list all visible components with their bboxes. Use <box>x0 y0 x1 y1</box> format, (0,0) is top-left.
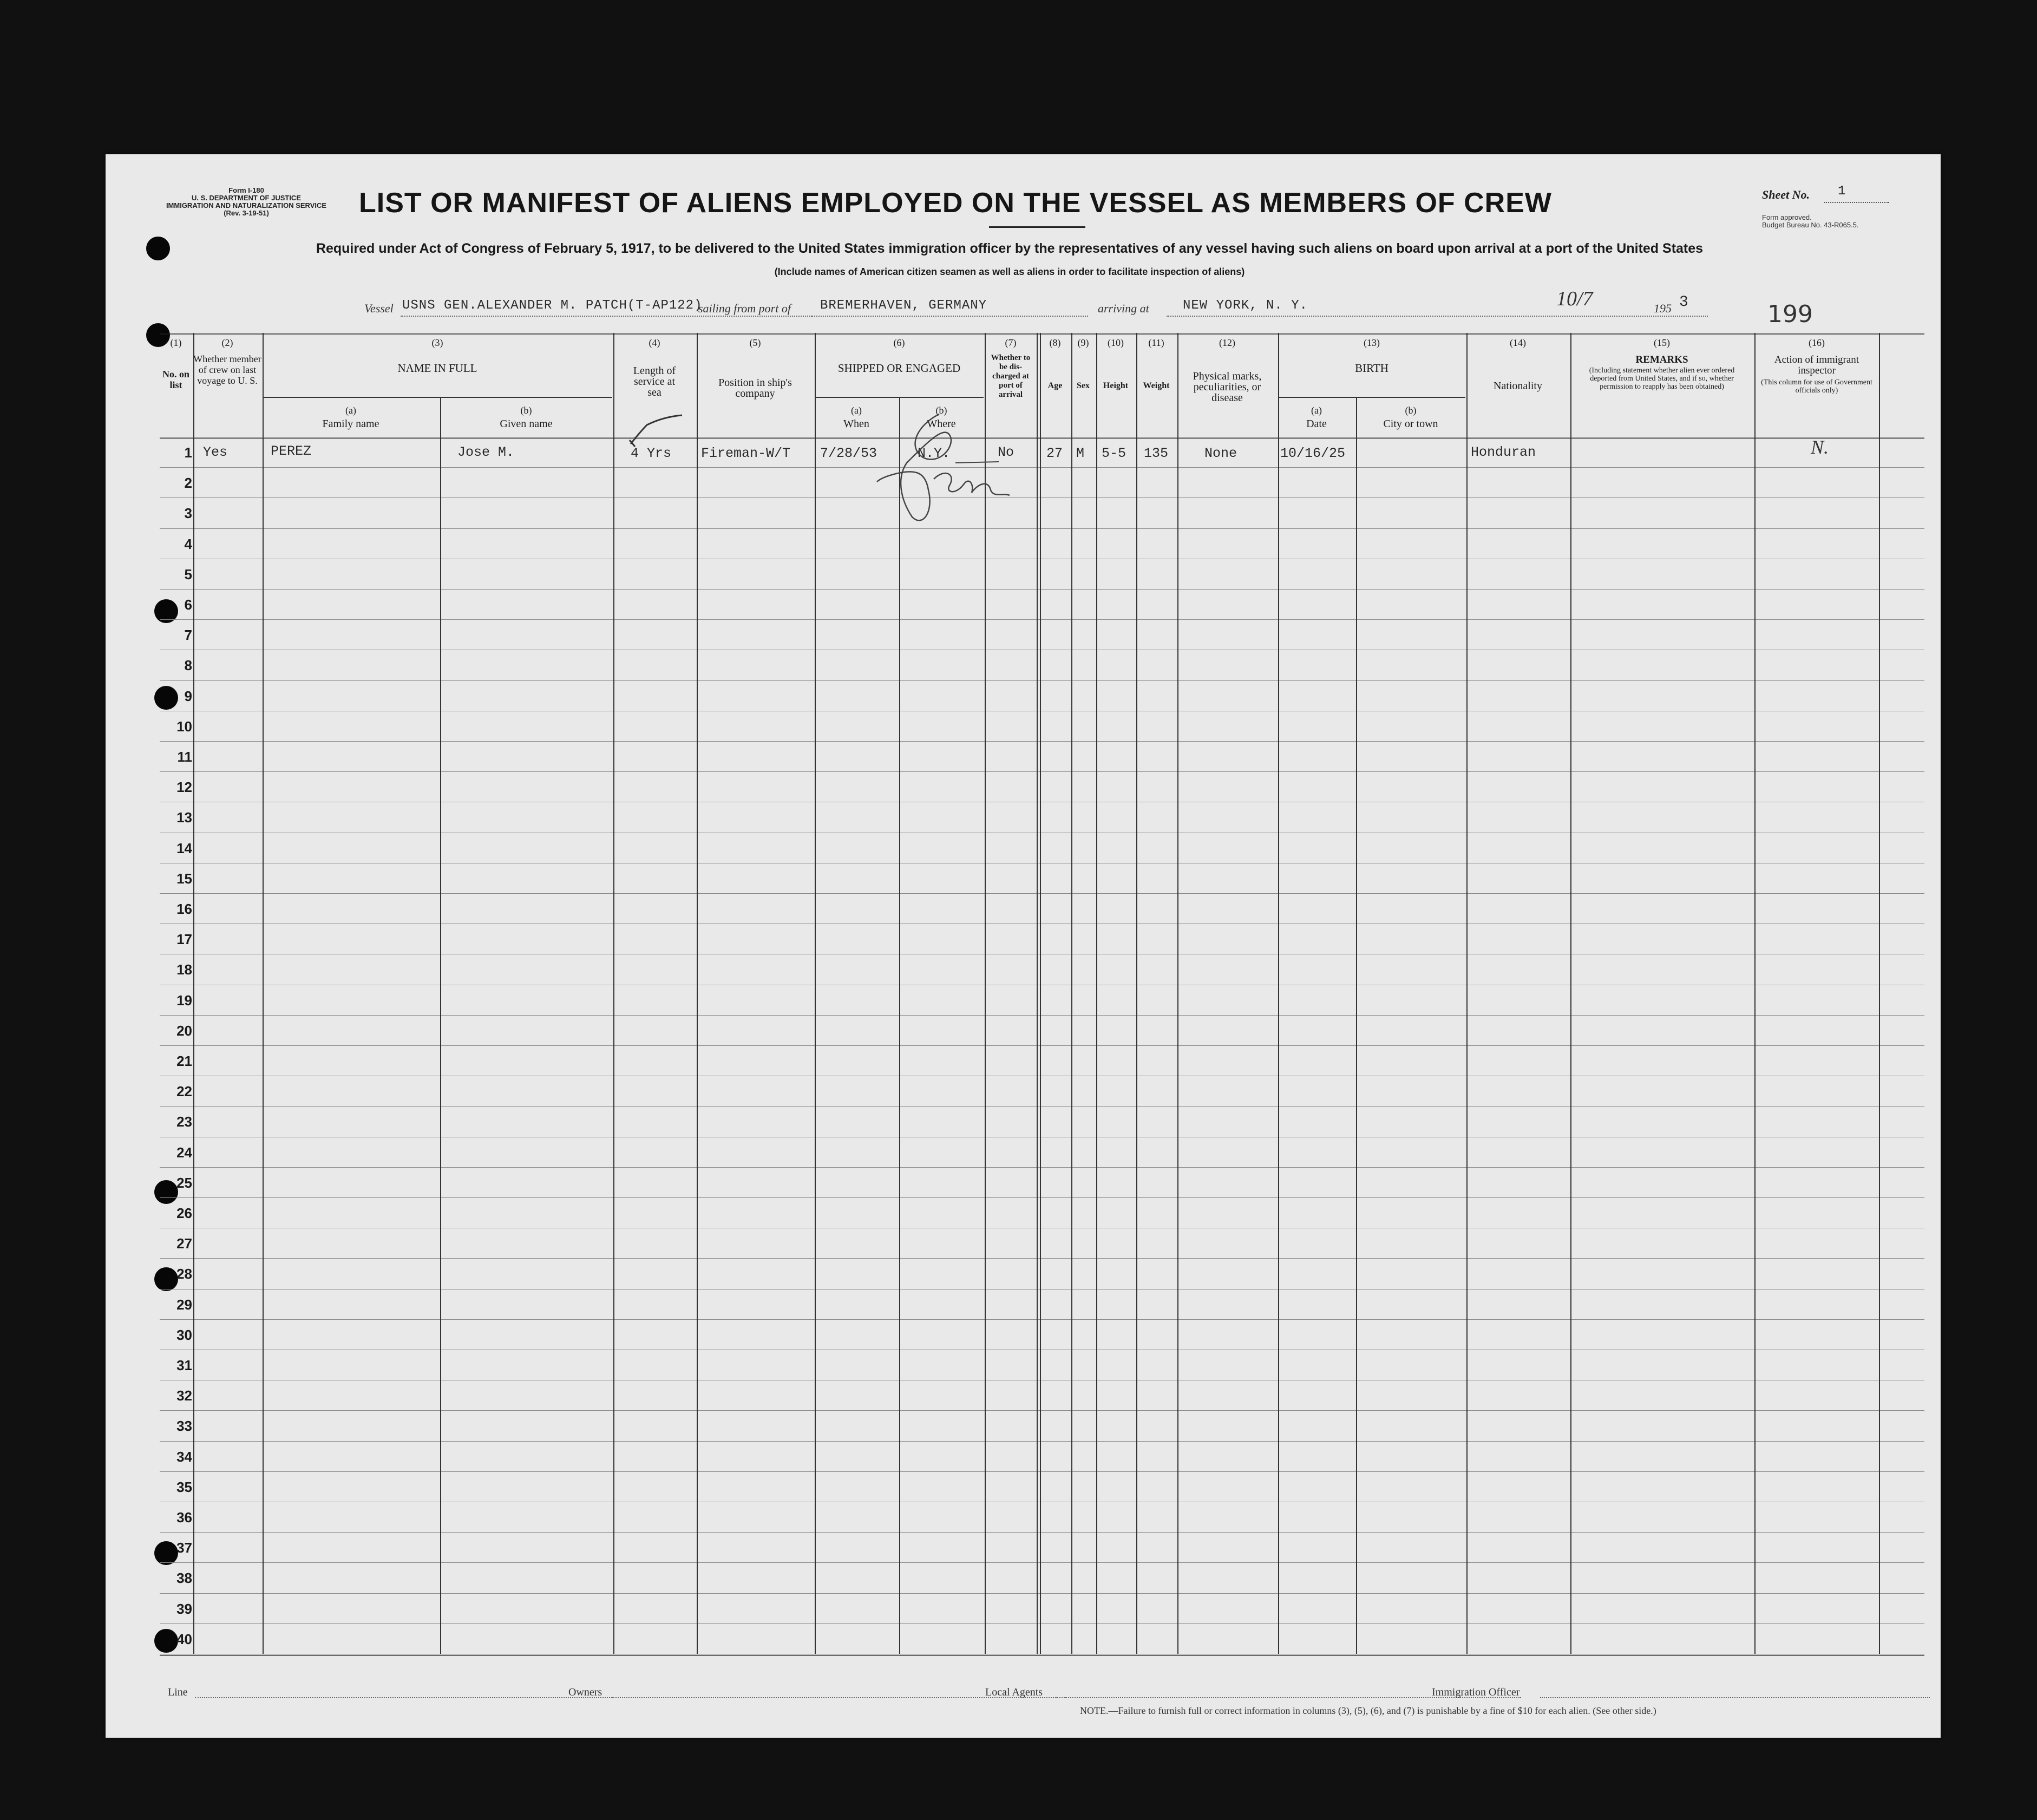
row1-inspector-action: N. <box>1811 436 1829 458</box>
row1-physical-marks: None <box>1204 446 1237 461</box>
row-rule <box>160 680 1924 681</box>
col9-header: Sex <box>1077 381 1090 390</box>
column-rule <box>697 333 698 1654</box>
row-number: 20 <box>176 1022 192 1039</box>
group-subheader-rule <box>263 397 612 398</box>
col12-number: (12) <box>1219 337 1235 348</box>
col2-header: Whether member of crew on last voyage to U. S. <box>193 353 261 386</box>
form-approval <box>1762 214 1897 229</box>
row-rule <box>160 1410 1924 1411</box>
column-rule <box>899 397 900 1654</box>
col6-number: (6) <box>893 337 905 348</box>
row-rule <box>160 1623 1924 1624</box>
col6a-header: When <box>843 418 869 430</box>
footer-agents-label: Local Agents <box>985 1686 1043 1698</box>
year-suffix: 3 <box>1679 294 1689 311</box>
row-number: 21 <box>176 1053 192 1069</box>
row-number: 26 <box>176 1205 192 1221</box>
row-rule <box>160 1532 1924 1533</box>
row-number: 9 <box>184 688 192 704</box>
row-number: 27 <box>176 1235 192 1252</box>
row1-family-name: PEREZ <box>271 443 312 459</box>
row-number: 23 <box>176 1114 192 1130</box>
row-number: 34 <box>176 1448 192 1465</box>
row-number: 38 <box>176 1570 192 1587</box>
row-number: 33 <box>176 1418 192 1435</box>
crew-table <box>160 333 1924 1673</box>
row-rule <box>160 1562 1924 1563</box>
header-bottom-rule <box>160 437 1924 439</box>
sheet-label: Sheet No. <box>1762 188 1810 201</box>
service: IMMIGRATION AND NATURALIZATION SERVICE <box>166 201 327 210</box>
col3b-letter: (b) <box>520 405 532 416</box>
row-rule <box>160 1015 1924 1016</box>
table-bottom-rule <box>160 1654 1924 1656</box>
col10-number: (10) <box>1108 337 1124 348</box>
footer-officer-label: Immigration Officer <box>1432 1686 1520 1698</box>
col15-header: REMARKS <box>1635 354 1688 365</box>
approved-text: Form approved. <box>1762 213 1812 221</box>
row1-prev-voyage: Yes <box>203 444 228 460</box>
column-rule <box>263 333 264 1654</box>
row-number: 1 <box>184 444 192 461</box>
row-rule <box>160 589 1924 590</box>
manifest-form <box>106 154 1941 1738</box>
vessel-label: Vessel <box>364 302 394 315</box>
col15-number: (15) <box>1654 337 1670 348</box>
col10-header: Height <box>1103 381 1129 390</box>
row1-discharge: No <box>998 444 1014 460</box>
col13-header: BIRTH <box>1355 362 1388 375</box>
sailing-label: sailing from port of <box>698 302 791 315</box>
col11-number: (11) <box>1148 337 1164 348</box>
row-number: 31 <box>176 1357 192 1373</box>
row1-nationality: Honduran <box>1471 444 1536 460</box>
row-number: 8 <box>184 657 192 674</box>
column-rule <box>1278 333 1279 1654</box>
col1-number: (1) <box>170 337 182 348</box>
col3-number: (3) <box>431 337 443 348</box>
row-number: 32 <box>176 1387 192 1404</box>
column-rule <box>1040 333 1041 1654</box>
row-number: 11 <box>177 749 192 765</box>
row-number: 25 <box>176 1174 192 1191</box>
row-number: 35 <box>176 1478 192 1495</box>
row-number: 7 <box>184 627 192 644</box>
col13a-letter: (a) <box>1311 405 1322 416</box>
col3b-header: Given name <box>500 418 553 430</box>
row1-weight: 135 <box>1144 446 1169 461</box>
row1-height: 5-5 <box>1102 446 1126 461</box>
col13-number: (13) <box>1364 337 1380 348</box>
col13b-header: City or town <box>1383 418 1438 430</box>
row-number: 15 <box>176 870 192 887</box>
column-rule <box>1037 333 1038 1654</box>
row1-birth-date: 10/16/25 <box>1280 446 1346 461</box>
form-subtitle: Required under Act of Congress of February 5, 1917, to be delivered to the United States immigration officer by the representatives of any vessel having such aliens on board upon arrival at a port of the United States <box>316 241 1704 256</box>
col14-header: Nationality <box>1494 380 1542 392</box>
row-rule <box>160 741 1924 742</box>
col16-header: Action of immigrant inspector <box>1774 354 1859 376</box>
row-rule <box>160 893 1924 894</box>
column-rule <box>440 397 441 1654</box>
row1-shipped-when: 7/28/53 <box>820 446 877 461</box>
col16-subheader: (This column for use of Government officials only) <box>1761 378 1872 395</box>
row-number: 3 <box>184 505 192 522</box>
row-number: 18 <box>176 961 192 978</box>
arriving-rule <box>1167 316 1708 317</box>
column-rule <box>1754 333 1756 1654</box>
row-number: 28 <box>176 1266 192 1282</box>
budget-bureau: Budget Bureau No. 43-R065.5. <box>1762 221 1859 229</box>
row1-sex: M <box>1076 446 1085 461</box>
column-rule <box>1879 333 1880 1654</box>
column-rule <box>1096 333 1097 1654</box>
col7-header: Whether to be dis-charged at port of arrival <box>991 353 1031 399</box>
row1-service: 4 Yrs <box>631 446 672 461</box>
row-rule <box>160 1106 1924 1107</box>
col3a-header: Family name <box>322 418 379 430</box>
col8-number: (8) <box>1049 337 1061 348</box>
row-number: 37 <box>176 1540 192 1556</box>
col7-number: (7) <box>1005 337 1017 348</box>
col3a-letter: (a) <box>345 405 356 416</box>
sheet-number: 1 <box>1838 184 1846 199</box>
form-subtitle-note: (Include names of American citizen seamen as well as aliens in order to facilitate inspection of aliens) <box>774 266 1245 277</box>
form-title: LIST OR MANIFEST OF ALIENS EMPLOYED ON THE VESSEL AS MEMBERS OF CREW <box>359 187 1552 219</box>
group-subheader-rule <box>1278 397 1465 398</box>
table-top-rule <box>160 333 1924 335</box>
col11-header: Weight <box>1143 381 1170 390</box>
row-number: 5 <box>184 566 192 582</box>
revision: (Rev. 3-19-51) <box>224 209 269 217</box>
checkmark-mark <box>625 414 690 452</box>
row-number: 10 <box>176 718 192 735</box>
row-number: 29 <box>176 1296 192 1313</box>
title-rule <box>989 226 1085 228</box>
col4-header: Length of service at sea <box>633 365 676 398</box>
row1-position: Fireman-W/T <box>701 446 791 461</box>
footer-owners-label: Owners <box>568 1686 602 1698</box>
vessel-name: USNS GEN.ALEXANDER M. PATCH(T-AP122) <box>402 298 703 313</box>
column-rule <box>1177 333 1178 1654</box>
col4-number: (4) <box>649 337 660 348</box>
col12-header: Physical marks, peculiarities, or disease <box>1193 370 1262 404</box>
col16-number: (16) <box>1809 337 1825 348</box>
row-number: 24 <box>176 1144 192 1161</box>
row-number: 30 <box>176 1326 192 1343</box>
row-rule <box>160 528 1924 529</box>
row-rule <box>160 1471 1924 1472</box>
col6-header: SHIPPED OR ENGAGED <box>837 362 961 375</box>
column-rule <box>815 333 816 1654</box>
row-number: 12 <box>176 779 192 796</box>
row-rule <box>160 1593 1924 1594</box>
form-number: Form I-180 <box>228 186 264 194</box>
row-number: 14 <box>176 840 192 856</box>
sailing-rule <box>809 316 1088 317</box>
sailing-port: BREMERHAVEN, GERMANY <box>820 298 987 313</box>
vessel-rule <box>401 316 812 317</box>
footer-officer-rule <box>1540 1697 1930 1698</box>
column-rule <box>1136 333 1137 1654</box>
col5-header: Position in ship's company <box>718 377 792 400</box>
column-rule <box>1570 333 1571 1654</box>
row-rule <box>160 1319 1924 1320</box>
handwritten-signature <box>874 403 1015 533</box>
row-rule <box>160 771 1924 772</box>
row-number: 19 <box>176 992 192 1009</box>
col5-number: (5) <box>749 337 761 348</box>
col14-number: (14) <box>1510 337 1526 348</box>
col6b-letter: (b) <box>935 405 947 416</box>
row-rule <box>160 1167 1924 1168</box>
row-number: 36 <box>176 1509 192 1526</box>
row-number: 39 <box>176 1600 192 1617</box>
col6b-header: Where <box>927 418 956 430</box>
col13a-header: Date <box>1306 418 1327 430</box>
column-rule <box>1466 333 1468 1654</box>
row1-given-name: Jose M. <box>457 444 515 460</box>
row-rule <box>160 497 1924 498</box>
col8-header: Age <box>1047 381 1063 390</box>
row1-age: 27 <box>1046 446 1063 461</box>
row-number: 22 <box>176 1083 192 1100</box>
row-number: 13 <box>176 809 192 826</box>
column-rule <box>1071 333 1072 1654</box>
row-rule <box>160 1045 1924 1046</box>
row-rule <box>160 467 1924 468</box>
col1-header: No. on list <box>162 369 189 390</box>
row-rule <box>160 1441 1924 1442</box>
page-number-stamp: 199 <box>1767 300 1813 328</box>
row-rule <box>160 1197 1924 1198</box>
row-rule <box>160 619 1924 620</box>
row-number: 6 <box>184 597 192 613</box>
row1-shipped-where: N.Y. <box>918 446 951 461</box>
row-number: 17 <box>176 931 192 948</box>
column-rule <box>193 333 194 1654</box>
row-rule <box>160 1258 1924 1259</box>
sheet-rule <box>1824 202 1889 203</box>
form-identifier <box>154 187 338 217</box>
punch-hole <box>146 237 170 260</box>
footer-note: NOTE.—Failure to furnish full or correct information in columns (3), (5), (6), and (7) is punishable by a fine of $10 for each alien. (See other side.) <box>1080 1705 1656 1716</box>
row-number: 2 <box>184 475 192 492</box>
year-prefix: 195 <box>1654 302 1672 315</box>
column-rule <box>1356 397 1357 1654</box>
row-number: 16 <box>176 901 192 917</box>
col13b-letter: (b) <box>1405 405 1417 416</box>
col15-subheader: (Including statement whether alien ever ordered deported from United States, and if so, whether permission to reapply has been obtained) <box>1589 366 1735 391</box>
arriving-label: arriving at <box>1098 302 1149 315</box>
department: U. S. DEPARTMENT OF JUSTICE <box>192 194 301 202</box>
row-number: 4 <box>184 535 192 552</box>
arriving-port: NEW YORK, N. Y. <box>1183 298 1308 313</box>
col2-number: (2) <box>221 337 233 348</box>
col3-header: NAME IN FULL <box>397 362 477 375</box>
arrival-date-handwritten: 10/7 <box>1556 287 1593 310</box>
col9-number: (9) <box>1077 337 1089 348</box>
row-number: 40 <box>176 1631 192 1647</box>
column-rule <box>613 333 614 1654</box>
col6a-letter: (a) <box>851 405 862 416</box>
footer-line-label: Line <box>168 1686 188 1698</box>
